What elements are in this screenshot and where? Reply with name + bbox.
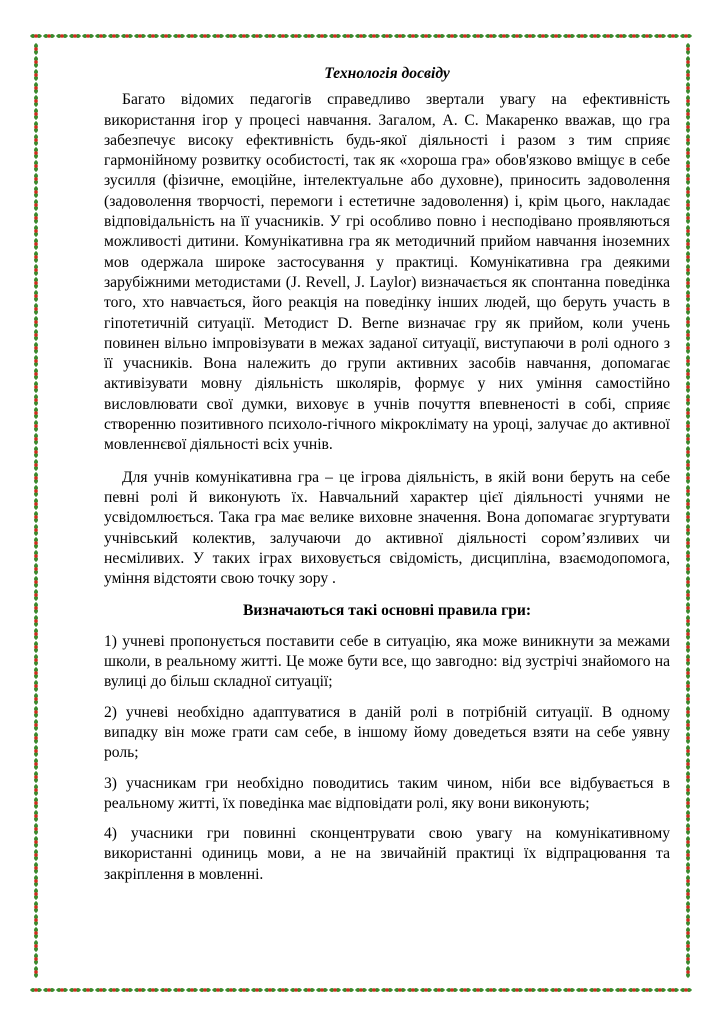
holly-leaf-icon [511,988,523,992]
holly-leaf-icon [394,34,406,38]
holly-leaf-icon [686,446,690,458]
holly-leaf-icon [264,988,276,992]
holly-leaf-icon [34,459,38,471]
holly-leaf-icon [686,953,690,965]
holly-leaf-icon [34,498,38,510]
holly-leaf-icon [368,988,380,992]
holly-leaf-icon [686,186,690,198]
holly-leaf-icon [34,732,38,744]
holly-leaf-icon [433,988,445,992]
border-bottom [30,988,692,992]
holly-leaf-icon [485,34,497,38]
holly-leaf-icon [95,34,107,38]
holly-leaf-icon [686,810,690,822]
holly-leaf-icon [472,988,484,992]
holly-leaf-icon [34,43,38,55]
holly-leaf-icon [686,550,690,562]
holly-leaf-icon [34,147,38,159]
holly-leaf-icon [686,940,690,952]
holly-leaf-icon [550,988,562,992]
holly-leaf-icon [686,758,690,770]
holly-leaf-icon [34,160,38,172]
holly-leaf-icon [686,329,690,341]
holly-leaf-icon [686,680,690,692]
holly-leaf-icon [686,212,690,224]
holly-leaf-icon [686,472,690,484]
holly-leaf-icon [686,277,690,289]
holly-leaf-icon [686,888,690,900]
holly-leaf-icon [225,988,237,992]
holly-leaf-icon [686,160,690,172]
holly-leaf-icon [34,706,38,718]
holly-leaf-icon [686,693,690,705]
holly-leaf-icon [34,940,38,952]
holly-leaf-icon [34,914,38,926]
holly-leaf-icon [686,381,690,393]
holly-leaf-icon [686,121,690,133]
holly-leaf-icon [667,34,679,38]
holly-leaf-icon [34,316,38,328]
holly-leaf-icon [628,34,640,38]
holly-leaf-icon [69,34,81,38]
holly-leaf-icon [34,576,38,588]
holly-leaf-icon [686,524,690,536]
holly-leaf-icon [34,121,38,133]
holly-leaf-icon [686,576,690,588]
holly-leaf-icon [160,34,172,38]
holly-leaf-icon [34,602,38,614]
holly-leaf-icon [686,56,690,68]
holly-leaf-icon [34,771,38,783]
holly-leaf-icon [686,433,690,445]
holly-leaf-icon [686,82,690,94]
holly-leaf-icon [686,342,690,354]
holly-leaf-icon [108,34,120,38]
holly-leaf-icon [303,34,315,38]
holly-leaf-icon [485,988,497,992]
holly-leaf-icon [686,628,690,640]
holly-leaf-icon [34,901,38,913]
holly-leaf-icon [686,238,690,250]
holly-leaf-icon [342,988,354,992]
holly-leaf-icon [498,34,510,38]
holly-leaf-icon [34,108,38,120]
holly-leaf-icon [686,303,690,315]
holly-leaf-icon [277,34,289,38]
holly-leaf-icon [290,988,302,992]
holly-leaf-icon [238,34,250,38]
holly-leaf-icon [95,988,107,992]
holly-leaf-icon [56,34,68,38]
holly-leaf-icon [686,849,690,861]
holly-leaf-icon [686,719,690,731]
holly-leaf-icon [34,589,38,601]
holly-leaf-icon [686,654,690,666]
holly-leaf-icon [602,34,614,38]
holly-leaf-icon [686,927,690,939]
holly-leaf-icon [212,988,224,992]
border-top [30,34,692,38]
holly-leaf-icon [686,173,690,185]
holly-leaf-icon [686,199,690,211]
holly-leaf-icon [686,316,690,328]
holly-leaf-icon [34,134,38,146]
holly-leaf-icon [34,888,38,900]
holly-leaf-icon [686,563,690,575]
holly-leaf-icon [160,988,172,992]
holly-leaf-icon [686,537,690,549]
holly-leaf-icon [686,420,690,432]
holly-leaf-icon [34,186,38,198]
holly-leaf-icon [290,34,302,38]
holly-leaf-icon [589,34,601,38]
holly-leaf-icon [686,914,690,926]
holly-leaf-icon [511,34,523,38]
holly-leaf-icon [34,238,38,250]
holly-leaf-icon [134,34,146,38]
holly-leaf-icon [686,69,690,81]
holly-leaf-icon [34,563,38,575]
holly-leaf-icon [34,251,38,263]
holly-leaf-icon [563,34,575,38]
holly-leaf-icon [686,498,690,510]
paragraph-2: Для учнів комунікативна гра – це ігрова діяльність, в якій вони беруть на себе певні ролі й виконують їх. Навчальний характер цієї діяльності учнями не усвідомлюється. Така гра має велике виховне значення. Вона допомагає згуртувати учнівський колектив, залучаючи до активної діяльності сором’язливих чи несміливих. У таких іграх виховується свідомість, дисципліна, взаємодопомога, уміння відстояти свою точку зору . [104,468,670,588]
holly-leaf-icon [34,95,38,107]
holly-leaf-icon [563,988,575,992]
holly-leaf-icon [147,988,159,992]
holly-leaf-icon [394,988,406,992]
holly-leaf-icon [686,823,690,835]
holly-leaf-icon [498,988,510,992]
holly-leaf-icon [686,641,690,653]
holly-leaf-icon [686,108,690,120]
holly-leaf-icon [82,988,94,992]
holly-leaf-icon [524,988,536,992]
holly-leaf-icon [134,988,146,992]
holly-leaf-icon [686,225,690,237]
holly-leaf-icon [34,472,38,484]
holly-leaf-icon [615,34,627,38]
holly-leaf-icon [34,550,38,562]
holly-leaf-icon [251,34,263,38]
holly-leaf-icon [34,82,38,94]
holly-leaf-icon [34,862,38,874]
border-left [34,43,38,978]
holly-leaf-icon [686,667,690,679]
holly-leaf-icon [34,303,38,315]
holly-leaf-icon [34,225,38,237]
holly-leaf-icon [34,641,38,653]
holly-leaf-icon [576,988,588,992]
holly-leaf-icon [686,862,690,874]
holly-leaf-icon [686,784,690,796]
holly-leaf-icon [686,602,690,614]
holly-leaf-icon [524,34,536,38]
holly-leaf-icon [381,988,393,992]
holly-leaf-icon [34,654,38,666]
holly-leaf-icon [34,693,38,705]
holly-leaf-icon [686,394,690,406]
holly-leaf-icon [69,988,81,992]
holly-leaf-icon [537,988,549,992]
holly-leaf-icon [686,147,690,159]
holly-leaf-icon [34,758,38,770]
holly-leaf-icon [34,667,38,679]
holly-leaf-icon [589,988,601,992]
holly-leaf-icon [121,988,133,992]
paragraph-1: Багато відомих педагогів справедливо звертали увагу на ефективність використання ігор у процесі навчання. Загалом, А. С. Макаренко вважав, що гра забезпечує високу ефективність будь-якої діяльності і разом з тим сприяє гармонійному розвитку особистості, так як «хороша гра» обов'язково вміщує в себе зусилля (фізичне, емоційне, інтелектуальне або духовне), приносить задоволення (задоволення творчості, перемоги і естетичне задоволення) і, крім цього, накладає відповідальність на її учасників. У грі особливо повно і несподівано проявляються можливості дитини. Комунікативна гра як методичний прийом навчання іноземних мов одержала широке застосування у практиці. Комунікативна гра деякими зарубіжними методистами (J. Revell, J. Laylor) визначається як спонтанна поведінка того, хто навчається, його реакція на поведінку інших людей, що беруть участь в гіпотетичній ситуації. Методист D. Berne визначає гру як прийом, коли учень повинен вільно імпровізувати в межах заданої ситуації, виступаючи в ролі одного з її учасників. Вона належить до групи активних засобів навчання, допомагає активізувати мовну діяльність школярів, формує у них уміння самостійно висловлювати свої думки, виховує в учнів почуття впевненості в собі, сприяє створенню позитивного психоло-гічного мікроклімату на уроці, залучає до активної мовленнєвої діяльності всіх учнів. [104,91,670,454]
holly-leaf-icon [316,34,328,38]
holly-leaf-icon [407,34,419,38]
holly-leaf-icon [615,988,627,992]
holly-leaf-icon [329,988,341,992]
rule-item: 2) учневі необхідно адаптуватися в даній ролі в потрібній ситуації. В одному випадку він може грати сам себе, в іншому йому доведеться взяти на себе уявну роль; [104,703,670,762]
holly-leaf-icon [686,875,690,887]
holly-leaf-icon [686,732,690,744]
rules-heading: Визначаються такі основні правила гри: [242,602,532,620]
holly-leaf-icon [225,34,237,38]
holly-leaf-icon [641,34,653,38]
holly-leaf-icon [34,615,38,627]
holly-leaf-icon [628,988,640,992]
holly-leaf-icon [654,34,666,38]
holly-leaf-icon [173,34,185,38]
holly-leaf-icon [472,34,484,38]
holly-leaf-icon [173,988,185,992]
holly-leaf-icon [602,988,614,992]
holly-leaf-icon [686,43,690,55]
holly-leaf-icon [686,771,690,783]
holly-leaf-icon [667,988,679,992]
holly-leaf-icon [34,446,38,458]
holly-leaf-icon [433,34,445,38]
holly-leaf-icon [686,901,690,913]
holly-leaf-icon [355,34,367,38]
holly-leaf-icon [686,355,690,367]
holly-leaf-icon [34,810,38,822]
holly-leaf-icon [641,988,653,992]
holly-leaf-icon [277,988,289,992]
holly-leaf-icon [459,34,471,38]
holly-leaf-icon [34,797,38,809]
holly-leaf-icon [303,988,315,992]
holly-leaf-icon [686,836,690,848]
holly-leaf-icon [238,988,250,992]
holly-leaf-icon [34,524,38,536]
holly-leaf-icon [34,485,38,497]
holly-leaf-icon [34,394,38,406]
holly-leaf-icon [186,988,198,992]
holly-leaf-icon [34,784,38,796]
holly-leaf-icon [34,69,38,81]
holly-leaf-icon [537,34,549,38]
holly-leaf-icon [686,407,690,419]
holly-leaf-icon [576,34,588,38]
holly-leaf-icon [82,34,94,38]
holly-leaf-icon [34,719,38,731]
holly-leaf-icon [446,988,458,992]
holly-leaf-icon [34,433,38,445]
holly-leaf-icon [446,34,458,38]
holly-leaf-icon [34,381,38,393]
holly-leaf-icon [34,420,38,432]
holly-leaf-icon [34,537,38,549]
holly-leaf-icon [34,264,38,276]
holly-leaf-icon [34,199,38,211]
holly-leaf-icon [30,34,42,38]
holly-leaf-icon [329,34,341,38]
holly-leaf-icon [43,988,55,992]
holly-leaf-icon [186,34,198,38]
holly-leaf-icon [459,988,471,992]
holly-leaf-icon [34,875,38,887]
holly-leaf-icon [34,511,38,523]
holly-leaf-icon [355,988,367,992]
holly-leaf-icon [34,368,38,380]
holly-leaf-icon [686,589,690,601]
holly-leaf-icon [34,745,38,757]
rule-item: 1) учневі пропонується поставити себе в ситуацію, яка може виникнути за межами школи, в реальному житті. Це може бути все, що завгодно: від зустрічі знайомого на вулиці до більш складної ситуації; [104,632,670,691]
holly-leaf-icon [420,34,432,38]
holly-leaf-icon [686,485,690,497]
holly-leaf-icon [34,290,38,302]
holly-leaf-icon [407,988,419,992]
holly-leaf-icon [34,173,38,185]
holly-leaf-icon [680,988,692,992]
holly-leaf-icon [686,290,690,302]
rule-item: 3) учасникам гри необхідно поводитись таким чином, ніби все відбувається в реальному житті, їх поведінка має відповідати ролі, яку вони виконують; [104,774,670,812]
holly-leaf-icon [686,251,690,263]
holly-leaf-icon [34,953,38,965]
holly-leaf-icon [342,34,354,38]
holly-leaf-icon [316,988,328,992]
holly-leaf-icon [34,212,38,224]
holly-leaf-icon [251,988,263,992]
holly-leaf-icon [680,34,692,38]
holly-leaf-icon [199,34,211,38]
holly-leaf-icon [686,134,690,146]
holly-leaf-icon [420,988,432,992]
holly-leaf-icon [30,988,42,992]
holly-leaf-icon [686,511,690,523]
holly-leaf-icon [686,368,690,380]
holly-leaf-icon [34,277,38,289]
document-title: Технологія досвіду [324,65,450,82]
holly-leaf-icon [264,34,276,38]
holly-leaf-icon [121,34,133,38]
holly-leaf-icon [381,34,393,38]
rule-item: 4) учасники гри повинні сконцентрувати свою увагу на комунікативному використанні одиниць мови, а не на звичайній практиці їх відпрацювання та закріплення в мовленні. [104,825,670,883]
holly-leaf-icon [212,34,224,38]
holly-leaf-icon [34,56,38,68]
holly-leaf-icon [686,797,690,809]
holly-leaf-icon [56,988,68,992]
holly-leaf-icon [34,680,38,692]
rules-list [104,632,670,885]
holly-leaf-icon [686,459,690,471]
holly-leaf-icon [34,823,38,835]
holly-leaf-icon [686,615,690,627]
holly-leaf-icon [34,342,38,354]
holly-leaf-icon [686,745,690,757]
holly-leaf-icon [34,329,38,341]
holly-leaf-icon [34,849,38,861]
holly-leaf-icon [108,988,120,992]
holly-leaf-icon [147,34,159,38]
holly-leaf-icon [686,706,690,718]
holly-leaf-icon [34,927,38,939]
holly-leaf-icon [686,966,690,978]
holly-leaf-icon [550,34,562,38]
holly-leaf-icon [686,264,690,276]
document-body [104,64,670,885]
holly-leaf-icon [686,95,690,107]
holly-leaf-icon [34,836,38,848]
holly-leaf-icon [654,988,666,992]
holly-leaf-icon [368,34,380,38]
holly-leaf-icon [34,407,38,419]
holly-leaf-icon [34,966,38,978]
holly-leaf-icon [34,355,38,367]
holly-leaf-icon [34,628,38,640]
border-right [686,43,690,978]
holly-leaf-icon [43,34,55,38]
holly-leaf-icon [199,988,211,992]
